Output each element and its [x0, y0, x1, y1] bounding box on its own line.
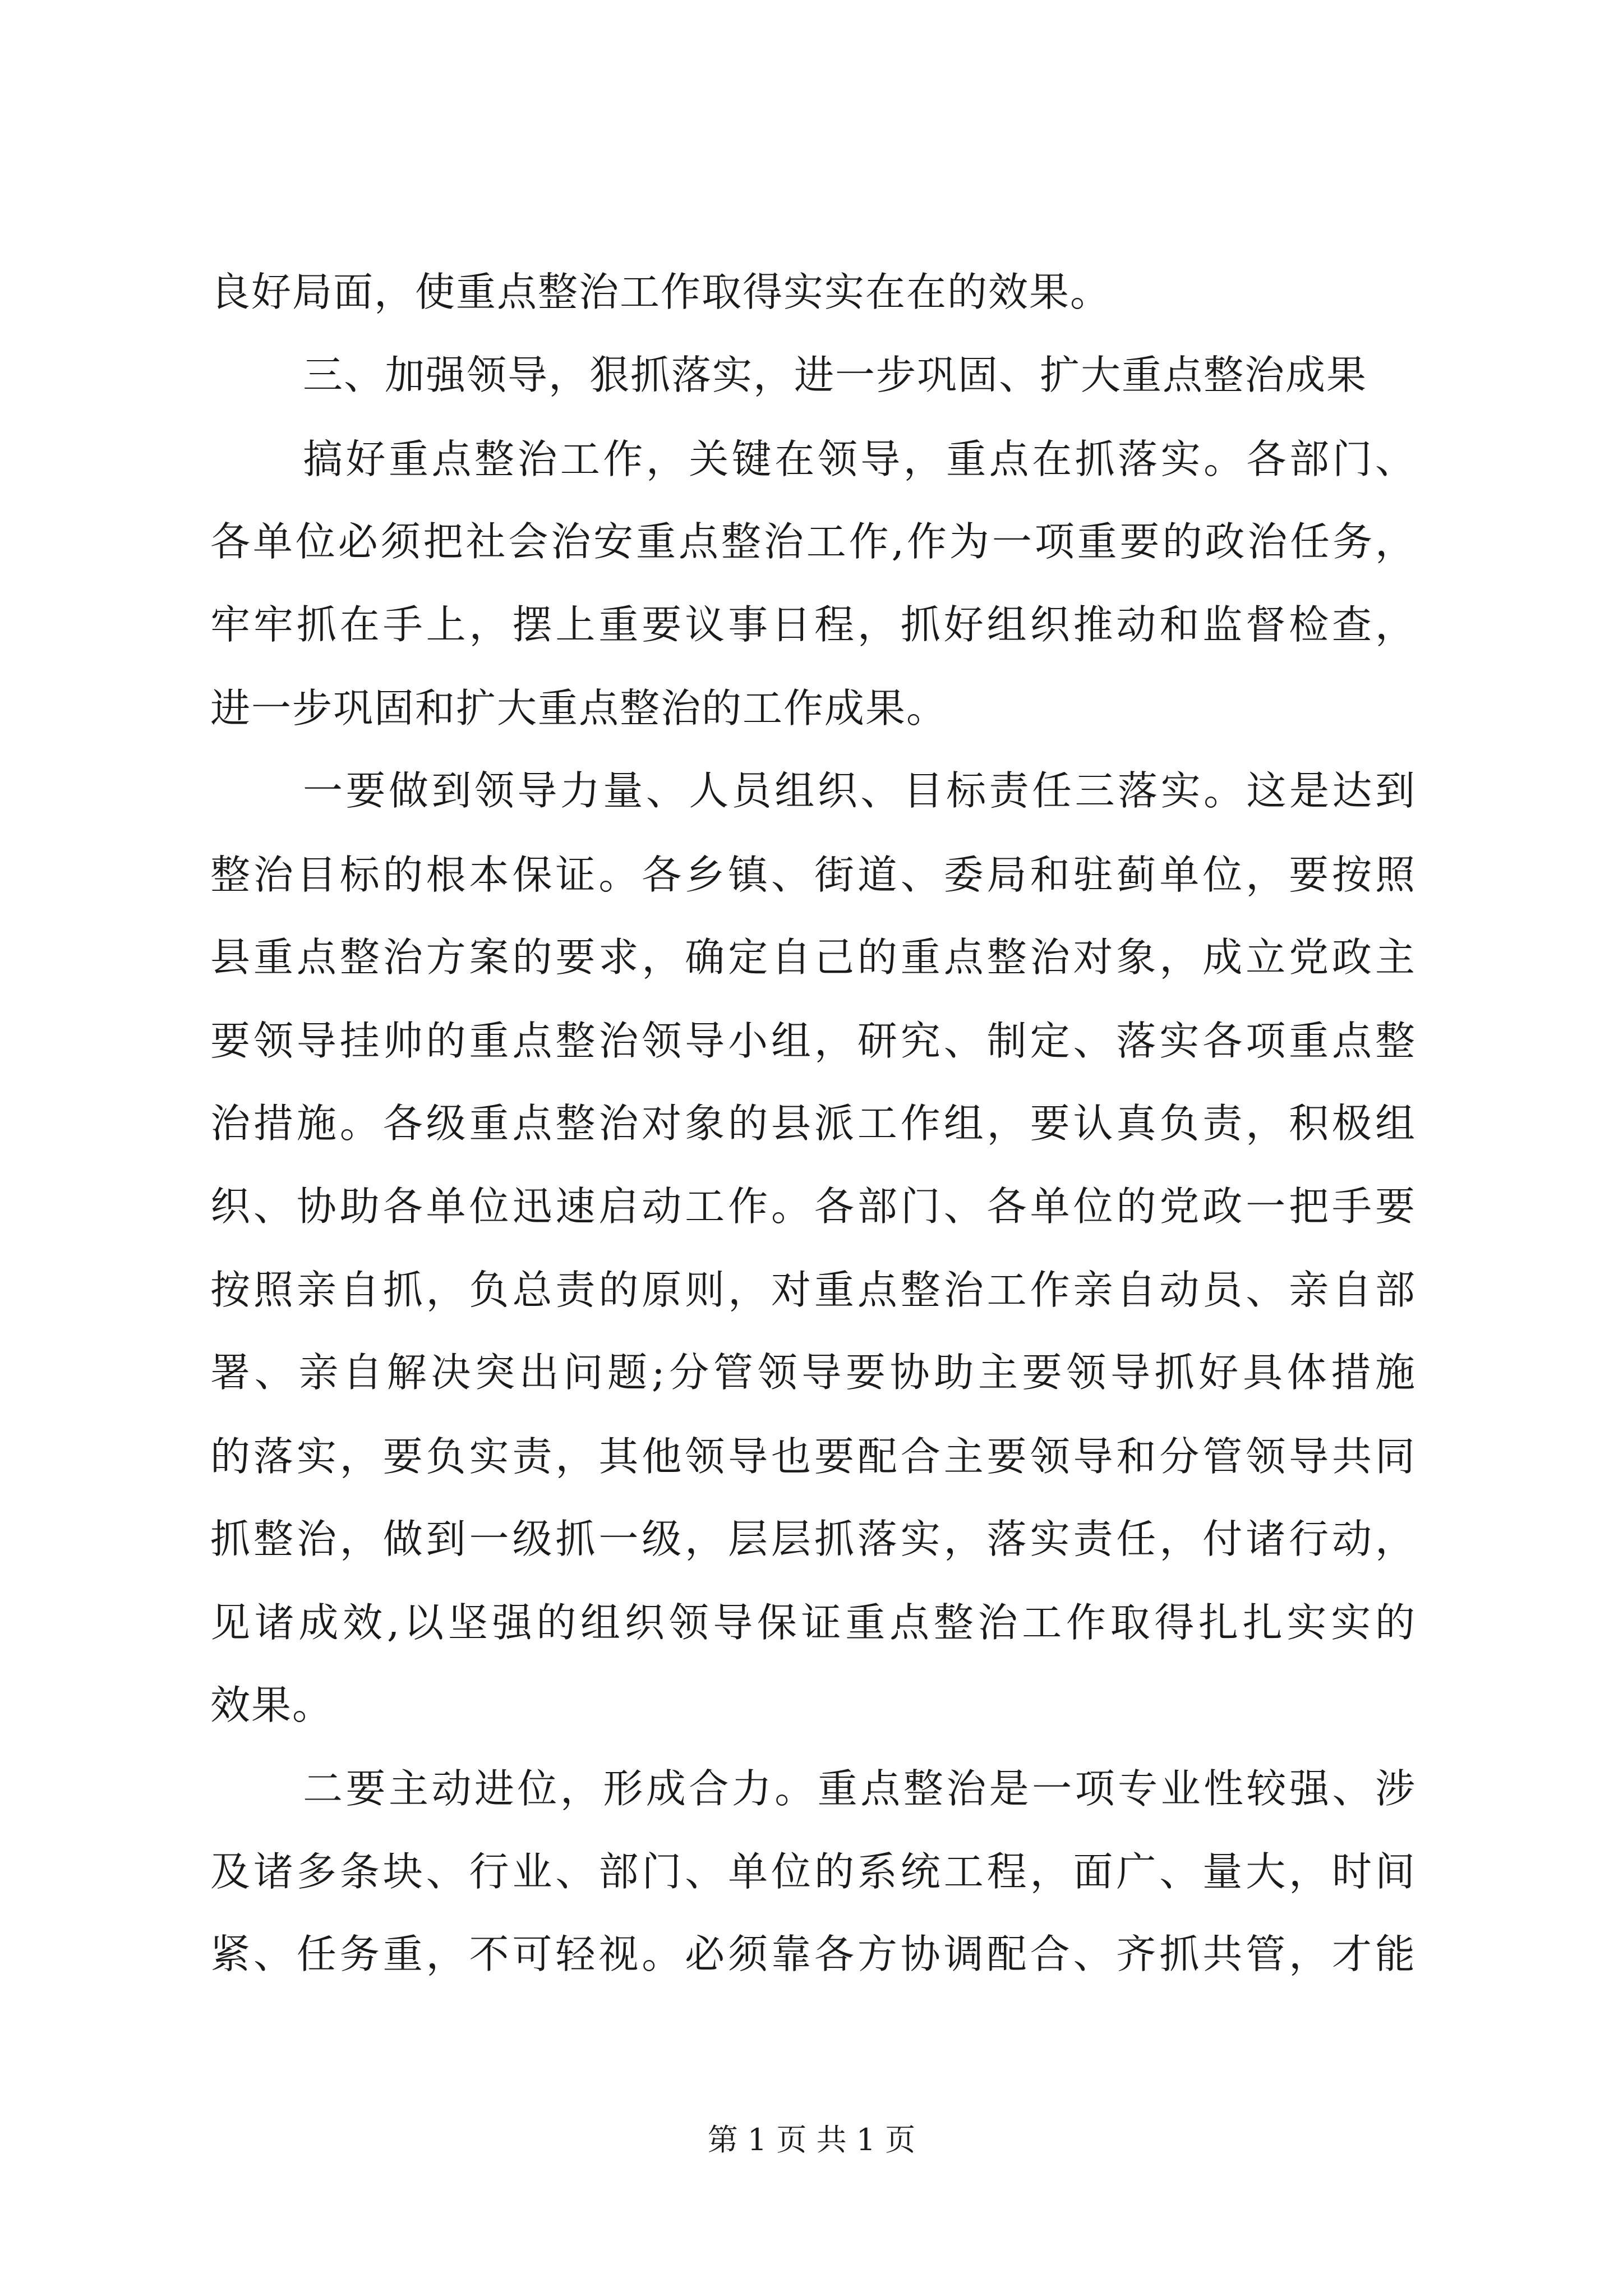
text-line: 进一步巩固和扩大重点整治的工作成果。: [210, 685, 948, 731]
text-line: 效果。: [210, 1682, 334, 1728]
text-line: 要领导挂帅的重点整治领导小组，研究、制定、落实各项重点整: [210, 1018, 1416, 1064]
text-line: 搞好重点整治工作，关键在领导，重点在抓落实。各部门、: [303, 436, 1416, 482]
text-line: 牢牢抓在手上，摆上重要议事日程，抓好组织推动和监督检查，: [210, 601, 1416, 648]
text-line: 及诸多条块、行业、部门、单位的系统工程，面广、量大，时间: [210, 1848, 1416, 1895]
page-number-footer: 第 1 页 共 1 页: [707, 2122, 916, 2157]
text-line: 良好局面，使重点整治工作取得实实在在的效果。: [210, 269, 1112, 315]
text-line: 二要主动进位，形成合力。重点整治是一项专业性较强、涉: [303, 1765, 1416, 1812]
text-line: 织、协助各单位迅速启动工作。各部门、各单位的党政一把手要: [210, 1183, 1416, 1230]
text-line: 按照亲自抓，负总责的原则，对重点整治工作亲自动员、亲自部: [210, 1267, 1416, 1313]
text-line: 治措施。各级重点整治对象的县派工作组，要认真负责，积极组: [210, 1100, 1416, 1147]
section-heading: 三、加强领导，狠抓落实，进一步巩固、扩大重点整治成果: [303, 352, 1368, 398]
text-line: 整治目标的根本保证。各乡镇、街道、委局和驻蓟单位，要按照: [210, 852, 1416, 898]
text-line: 署、亲自解决突出问题;分管领导要协助主要领导抓好具体措施: [210, 1349, 1416, 1396]
text-line: 见诸成效,以坚强的组织领导保证重点整治工作取得扎扎实实的: [210, 1599, 1416, 1646]
text-line: 一要做到领导力量、人员组织、目标责任三落实。这是达到: [303, 767, 1416, 814]
text-line: 抓整治，做到一级抓一级，层层抓落实，落实责任，付诸行动，: [210, 1516, 1416, 1562]
text-line: 的落实，要负实责，其他领导也要配合主要领导和分管领导共同: [210, 1433, 1416, 1480]
text-line: 县重点整治方案的要求，确定自己的重点整治对象，成立党政主: [210, 934, 1416, 981]
text-line: 紧、任务重，不可轻视。必须靠各方协调配合、齐抓共管，才能: [210, 1931, 1416, 1977]
text-line: 各单位必须把社会治安重点整治工作,作为一项重要的政治任务，: [210, 518, 1416, 565]
